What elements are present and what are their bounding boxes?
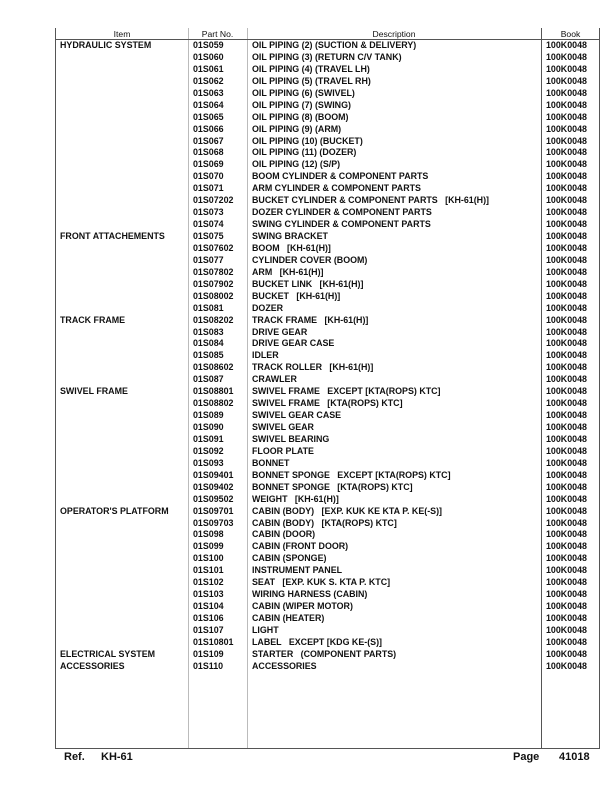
description-cell: BUCKET LINK [KH-61(H)]	[252, 278, 364, 289]
part-no-cell: 01S103	[193, 589, 224, 600]
book-cell: 100K0048	[546, 135, 587, 146]
part-no-cell: 01S098	[193, 529, 224, 540]
item-cell: ACCESSORIES	[60, 660, 125, 671]
part-no-cell: 01S08602	[193, 362, 234, 373]
description-cell: ACCESSORIES	[252, 660, 317, 671]
description-cell: CABIN (FRONT DOOR)	[252, 541, 349, 552]
book-cell: 100K0048	[546, 613, 587, 623]
description-cell: LABEL EXCEPT [KDG KE-(S)]	[252, 636, 383, 647]
table-row	[56, 231, 599, 243]
part-no-cell: 01S064	[193, 99, 224, 110]
table-row	[56, 589, 599, 601]
book-cell: 100K0048	[546, 87, 587, 98]
part-no-cell: 01S08202	[193, 314, 234, 325]
book-cell: 100K0048	[546, 624, 587, 635]
part-no-cell: 01S085	[193, 350, 224, 361]
description-cell: BONNET	[252, 457, 290, 468]
book-cell: 100K0048	[546, 577, 587, 588]
book-cell: 100K0048	[546, 660, 587, 671]
part-no-cell: 01S075	[193, 231, 224, 241]
part-no-cell: 01S07202	[193, 195, 234, 206]
item-cell: ELECTRICAL SYSTEM	[60, 648, 156, 659]
description-cell: BONNET SPONGE [KTA(ROPS) KTC]	[252, 481, 413, 492]
part-no-cell: 01S092	[193, 445, 224, 456]
table-row	[56, 100, 599, 112]
table-row	[56, 147, 599, 159]
part-no-cell: 01S08801	[193, 386, 234, 397]
part-no-cell: 01S09402	[193, 481, 234, 492]
description-cell: OIL PIPING (4) (TRAVEL LH)	[252, 63, 370, 74]
book-cell: 100K0048	[546, 195, 587, 206]
description-cell: STARTER (COMPONENT PARTS)	[252, 648, 397, 659]
table-row	[56, 243, 599, 255]
book-cell: 100K0048	[546, 40, 587, 50]
page-value: 41018	[559, 751, 590, 763]
part-no-cell: 01S093	[193, 457, 224, 468]
table-row	[56, 219, 599, 231]
table-row	[56, 434, 599, 446]
description-cell: CABIN (SPONGE)	[252, 553, 327, 564]
book-cell: 100K0048	[546, 350, 587, 361]
table-row	[56, 565, 599, 577]
book-cell: 100K0048	[546, 529, 587, 540]
header-part-no: Part No.	[201, 29, 234, 39]
book-cell: 100K0048	[546, 75, 587, 86]
description-cell: DOZER CYLINDER & COMPONENT PARTS	[252, 207, 432, 218]
book-cell: 100K0048	[546, 410, 587, 421]
part-no-cell: 01S060	[193, 51, 224, 62]
book-cell: 100K0048	[546, 422, 587, 432]
description-cell: BOOM [KH-61(H)]	[252, 242, 331, 253]
description-cell: ARM [KH-61(H)]	[252, 266, 324, 277]
item-cell: HYDRAULIC SYSTEM	[60, 40, 152, 50]
part-no-cell: 01S059	[193, 40, 224, 50]
book-cell: 100K0048	[546, 231, 587, 241]
part-no-cell: 01S087	[193, 374, 224, 385]
part-no-cell: 01S101	[193, 565, 224, 576]
part-no-cell: 01S091	[193, 433, 224, 444]
book-cell: 100K0048	[546, 207, 587, 218]
part-no-cell: 01S090	[193, 422, 224, 432]
book-cell: 100K0048	[546, 99, 587, 110]
table-row	[56, 422, 599, 434]
table-row	[56, 637, 599, 649]
item-cell: TRACK FRAME	[60, 314, 126, 325]
part-no-cell: 01S074	[193, 219, 224, 230]
book-cell: 100K0048	[546, 183, 587, 194]
table-body	[56, 40, 599, 673]
book-cell: 100K0048	[546, 338, 587, 349]
table-row	[56, 398, 599, 410]
description-cell: SWIVEL GEAR	[252, 422, 314, 432]
description-cell: LIGHT	[252, 624, 279, 635]
ref-label: Ref.	[64, 751, 85, 763]
book-cell: 100K0048	[546, 541, 587, 552]
table-row	[56, 76, 599, 88]
part-no-cell: 01S102	[193, 577, 224, 588]
table-row	[56, 136, 599, 148]
item-cell: OPERATOR'S PLATFORM	[60, 505, 169, 516]
description-cell: ARM CYLINDER & COMPONENT PARTS	[252, 183, 421, 194]
book-cell: 100K0048	[546, 290, 587, 301]
header-description: Description	[372, 29, 416, 39]
table-row	[56, 279, 599, 291]
description-cell: SEAT [EXP. KUK S. KTA P. KTC]	[252, 577, 391, 588]
book-cell: 100K0048	[546, 481, 587, 492]
table-row	[56, 529, 599, 541]
description-cell: TRACK FRAME [KH-61(H)]	[252, 314, 369, 325]
table-row	[56, 303, 599, 315]
table-row	[56, 183, 599, 195]
table-row	[56, 541, 599, 553]
item-cell: FRONT ATTACHEMENTS	[60, 231, 165, 241]
table-row	[56, 649, 599, 661]
part-no-cell: 01S09401	[193, 469, 234, 480]
book-cell: 100K0048	[546, 362, 587, 373]
part-no-cell: 01S107	[193, 624, 224, 635]
part-no-cell: 01S07902	[193, 278, 234, 289]
table-row	[56, 506, 599, 518]
part-no-cell: 01S09701	[193, 505, 234, 516]
description-cell: SWIVEL GEAR CASE	[252, 410, 342, 421]
book-cell: 100K0048	[546, 51, 587, 62]
table-row	[56, 446, 599, 458]
description-cell: WEIGHT [KH-61(H)]	[252, 493, 339, 504]
book-cell: 100K0048	[546, 398, 587, 409]
part-no-cell: 01S099	[193, 541, 224, 552]
part-no-cell: 01S061	[193, 63, 224, 74]
book-cell: 100K0048	[546, 278, 587, 289]
table-row	[56, 88, 599, 100]
book-cell: 100K0048	[546, 147, 587, 158]
part-no-cell: 01S10801	[193, 636, 234, 647]
description-cell: CABIN (DOOR)	[252, 529, 316, 540]
table-row	[56, 207, 599, 219]
description-cell: BUCKET CYLINDER & COMPONENT PARTS [KH-61(H)]	[252, 195, 489, 206]
book-cell: 100K0048	[546, 159, 587, 170]
table-row	[56, 112, 599, 124]
description-cell: CABIN (BODY) [KTA(ROPS) KTC]	[252, 517, 397, 528]
description-cell: SWIVEL FRAME [KTA(ROPS) KTC]	[252, 398, 403, 409]
part-no-cell: 01S09703	[193, 517, 234, 528]
book-cell: 100K0048	[546, 386, 587, 397]
description-cell: DRIVE GEAR CASE	[252, 338, 335, 349]
description-cell: CRAWLER	[252, 374, 297, 385]
description-cell: BONNET SPONGE EXCEPT [KTA(ROPS) KTC]	[252, 469, 451, 480]
parts-table	[55, 28, 600, 749]
part-no-cell: 01S067	[193, 135, 224, 146]
table-row	[56, 661, 599, 673]
header-item: Item	[113, 29, 131, 39]
book-cell: 100K0048	[546, 266, 587, 277]
part-no-cell: 01S07802	[193, 266, 234, 277]
part-no-cell: 01S062	[193, 75, 224, 86]
book-cell: 100K0048	[546, 553, 587, 564]
part-no-cell: 01S084	[193, 338, 224, 349]
table-row	[56, 52, 599, 64]
description-cell: TRACK ROLLER [KH-61(H)]	[252, 362, 374, 373]
description-cell: IDLER	[252, 350, 279, 361]
table-row	[56, 625, 599, 637]
book-cell: 100K0048	[546, 433, 587, 444]
part-no-cell: 01S070	[193, 171, 224, 182]
book-cell: 100K0048	[546, 302, 587, 313]
part-no-cell: 01S069	[193, 159, 224, 170]
table-row	[56, 291, 599, 303]
book-cell: 100K0048	[546, 636, 587, 647]
book-cell: 100K0048	[546, 589, 587, 600]
book-cell: 100K0048	[546, 242, 587, 253]
part-no-cell: 01S104	[193, 601, 224, 612]
book-cell: 100K0048	[546, 111, 587, 122]
table-row	[56, 553, 599, 565]
book-cell: 100K0048	[546, 517, 587, 528]
table-row	[56, 195, 599, 207]
book-cell: 100K0048	[546, 457, 587, 468]
table-header	[56, 28, 599, 40]
table-row	[56, 64, 599, 76]
part-no-cell: 01S08002	[193, 290, 234, 301]
book-cell: 100K0048	[546, 171, 587, 182]
part-no-cell: 01S071	[193, 183, 224, 194]
description-cell: DOZER	[252, 302, 284, 313]
part-no-cell: 01S089	[193, 410, 224, 421]
description-cell: CYLINDER COVER (BOOM)	[252, 254, 368, 265]
book-cell: 100K0048	[546, 648, 587, 659]
table-row	[56, 482, 599, 494]
description-cell: CABIN (HEATER)	[252, 613, 325, 623]
part-no-cell: 01S08802	[193, 398, 234, 409]
table-row	[56, 124, 599, 136]
table-row	[56, 577, 599, 589]
description-cell: CABIN (BODY) [EXP. KUK KE KTA P. KE(-S)]	[252, 505, 442, 516]
part-no-cell: 01S063	[193, 87, 224, 98]
description-cell: OIL PIPING (9) (ARM)	[252, 123, 342, 134]
table-row	[56, 613, 599, 625]
table-row	[56, 327, 599, 339]
description-cell: OIL PIPING (7) (SWING)	[252, 99, 351, 110]
book-cell: 100K0048	[546, 493, 587, 504]
table-row	[56, 386, 599, 398]
book-cell: 100K0048	[546, 219, 587, 230]
description-cell: FLOOR PLATE	[252, 445, 314, 456]
description-cell: SWING BRACKET	[252, 231, 328, 241]
table-row	[56, 458, 599, 470]
description-cell: WIRING HARNESS (CABIN)	[252, 589, 368, 600]
table-row	[56, 171, 599, 183]
description-cell: OIL PIPING (3) (RETURN C/V TANK)	[252, 51, 402, 62]
book-cell: 100K0048	[546, 254, 587, 265]
part-no-cell: 01S106	[193, 613, 224, 623]
description-cell: SWIVEL BEARING	[252, 433, 330, 444]
description-cell: SWIVEL FRAME EXCEPT [KTA(ROPS) KTC]	[252, 386, 441, 397]
table-row	[56, 338, 599, 350]
description-cell: OIL PIPING (11) (DOZER)	[252, 147, 357, 158]
description-cell: OIL PIPING (2) (SUCTION & DELIVERY)	[252, 40, 417, 50]
table-row	[56, 410, 599, 422]
table-row	[56, 267, 599, 279]
book-cell: 100K0048	[546, 63, 587, 74]
description-cell: DRIVE GEAR	[252, 326, 308, 337]
description-cell: INSTRUMENT PANEL	[252, 565, 343, 576]
part-no-cell: 01S109	[193, 648, 224, 659]
table-row	[56, 350, 599, 362]
part-no-cell: 01S068	[193, 147, 224, 158]
part-no-cell: 01S09502	[193, 493, 234, 504]
description-cell: BUCKET [KH-61(H)]	[252, 290, 341, 301]
book-cell: 100K0048	[546, 314, 587, 325]
part-no-cell: 01S073	[193, 207, 224, 218]
book-cell: 100K0048	[546, 505, 587, 516]
book-cell: 100K0048	[546, 374, 587, 385]
description-cell: BOOM CYLINDER & COMPONENT PARTS	[252, 171, 429, 182]
description-cell: OIL PIPING (8) (BOOM)	[252, 111, 349, 122]
ref-value: KH-61	[101, 751, 133, 763]
description-cell: OIL PIPING (5) (TRAVEL RH)	[252, 75, 371, 86]
part-no-cell: 01S07602	[193, 242, 234, 253]
header-book: Book	[560, 29, 581, 39]
part-no-cell: 01S081	[193, 302, 224, 313]
description-cell: OIL PIPING (10) (BUCKET)	[252, 135, 363, 146]
book-cell: 100K0048	[546, 445, 587, 456]
table-row	[56, 40, 599, 52]
part-no-cell: 01S083	[193, 326, 224, 337]
book-cell: 100K0048	[546, 565, 587, 576]
description-cell: CABIN (WIPER MOTOR)	[252, 601, 353, 612]
table-row	[56, 518, 599, 530]
table-row	[56, 494, 599, 506]
book-cell: 100K0048	[546, 326, 587, 337]
table-row	[56, 601, 599, 613]
part-no-cell: 01S077	[193, 254, 224, 265]
table-row	[56, 255, 599, 267]
book-cell: 100K0048	[546, 469, 587, 480]
table-row	[56, 315, 599, 327]
book-cell: 100K0048	[546, 601, 587, 612]
part-no-cell: 01S110	[193, 660, 224, 671]
table-row	[56, 362, 599, 374]
part-no-cell: 01S065	[193, 111, 224, 122]
page-label: Page	[513, 751, 540, 763]
description-cell: OIL PIPING (12) (S/P)	[252, 159, 341, 170]
part-no-cell: 01S100	[193, 553, 224, 564]
table-row	[56, 159, 599, 171]
description-cell: SWING CYLINDER & COMPONENT PARTS	[252, 219, 431, 230]
description-cell: OIL PIPING (6) (SWIVEL)	[252, 87, 355, 98]
item-cell: SWIVEL FRAME	[60, 386, 128, 397]
table-row	[56, 374, 599, 386]
part-no-cell: 01S066	[193, 123, 224, 134]
table-row	[56, 470, 599, 482]
book-cell: 100K0048	[546, 123, 587, 134]
